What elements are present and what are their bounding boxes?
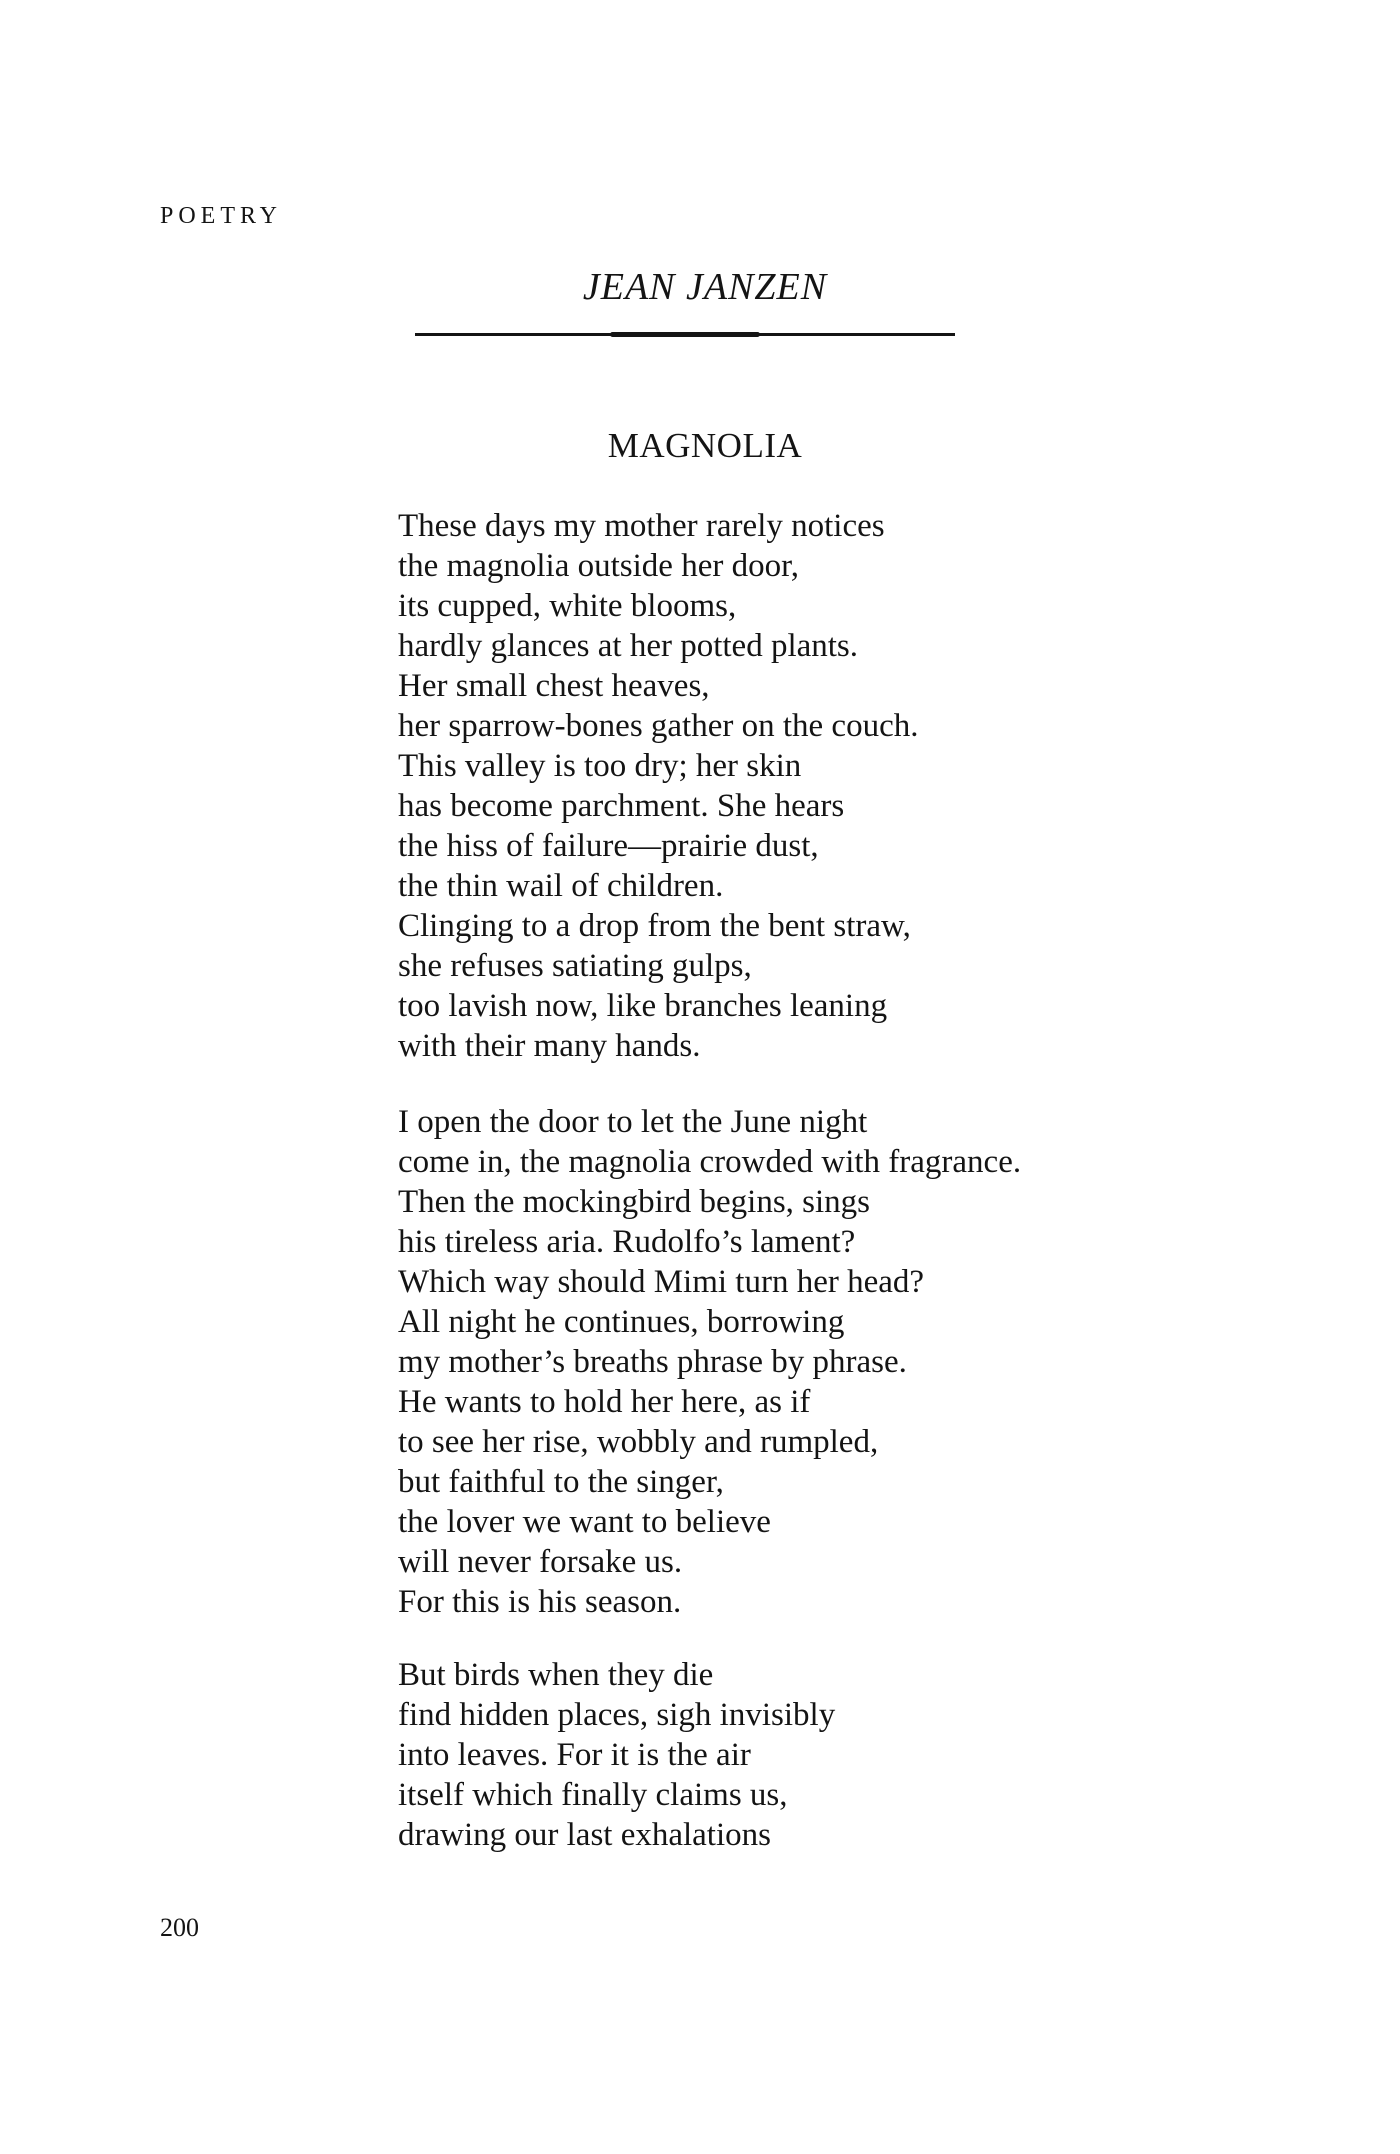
poem-line: too lavish now, like branches leaning: [398, 988, 888, 1024]
poem-line: This valley is too dry; her skin: [398, 748, 802, 784]
poem-title: MAGNOLIA: [607, 426, 803, 465]
poem-line: Then the mockingbird begins, sings: [398, 1184, 871, 1220]
poem-line: into leaves. For it is the air: [398, 1737, 751, 1773]
poem-line: she refuses satiating gulps,: [398, 948, 752, 984]
poem-line: drawing our last exhalations: [398, 1817, 771, 1853]
poem-line: I open the door to let the June night: [398, 1104, 868, 1140]
poem-line: its cupped, white blooms,: [398, 588, 737, 624]
poem-line: the thin wail of children.: [398, 868, 724, 904]
poem-line: my mother’s breaths phrase by phrase.: [398, 1344, 907, 1380]
stanza-1: [398, 506, 918, 1066]
poem-line: Clinging to a drop from the bent straw,: [398, 908, 911, 944]
page-number: 200: [160, 1913, 199, 1942]
poem-line: his tireless aria. Rudolfo’s lament?: [398, 1224, 856, 1260]
poem-line: the lover we want to believe: [398, 1504, 771, 1540]
poem-line: to see her rise, wobbly and rumpled,: [398, 1424, 879, 1460]
poem-line: He wants to hold her here, as if: [398, 1384, 811, 1420]
title-rule-accent: [610, 332, 760, 337]
stanza-3: [398, 1655, 835, 1855]
stanza-2: [398, 1102, 1021, 1622]
poem-line: the magnolia outside her door,: [398, 548, 799, 584]
poem-line: For this is his season.: [398, 1584, 682, 1620]
poem-line: her sparrow-bones gather on the couch.: [398, 708, 919, 744]
poem-line: has become parchment. She hears: [398, 788, 845, 824]
poem-line: come in, the magnolia crowded with fragrance.: [398, 1144, 1022, 1180]
section-label: POETRY: [160, 203, 283, 229]
poem-line: All night he continues, borrowing: [398, 1304, 845, 1340]
poem-line: hardly glances at her potted plants.: [398, 628, 859, 664]
poem-line: But birds when they die: [398, 1657, 714, 1693]
poem-line: Her small chest heaves,: [398, 668, 710, 704]
poem-line: the hiss of failure—prairie dust,: [398, 828, 819, 864]
poem-line: itself which finally claims us,: [398, 1777, 788, 1813]
poem-line: find hidden places, sigh invisibly: [398, 1697, 836, 1733]
poem-line: Which way should Mimi turn her head?: [398, 1264, 925, 1300]
poem-line: These days my mother rarely notices: [398, 508, 885, 544]
author-name: JEAN JANZEN: [582, 266, 828, 308]
poem-line: but faithful to the singer,: [398, 1464, 724, 1500]
poem-line: will never forsake us.: [398, 1544, 683, 1580]
poem-line: with their many hands.: [398, 1028, 701, 1064]
